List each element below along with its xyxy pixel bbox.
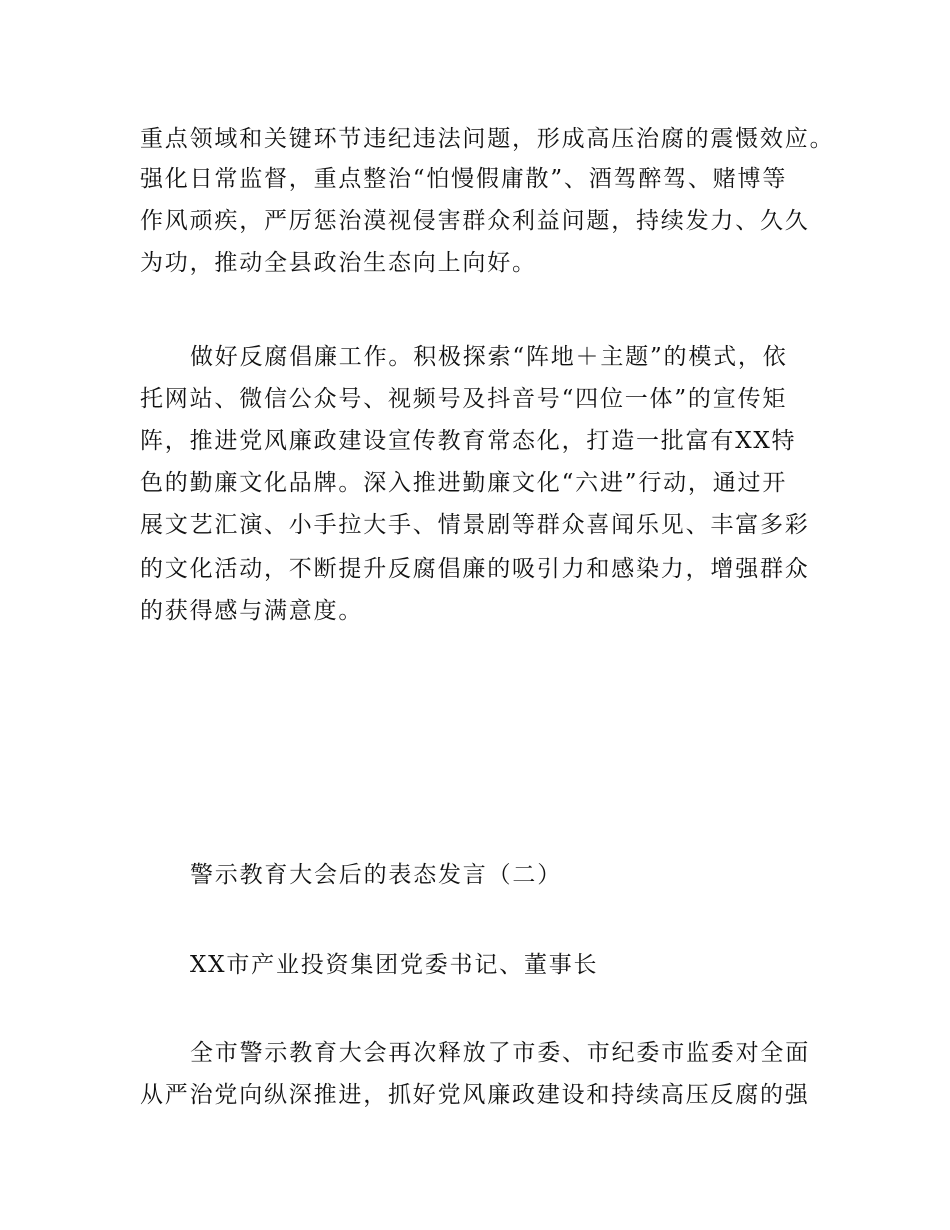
text-line: 强化日常监督，重点整治“怕慢假庸散”、酒驾醉驾、赌博等 bbox=[140, 166, 788, 192]
text-line: 重点领域和关键环节违纪违法问题，形成高压治腐的震慑效应。 bbox=[140, 126, 835, 152]
text-line: 为功，推动全县政治生态向上向好。 bbox=[140, 250, 537, 276]
section-title: 警示教育大会后的表态发言（二） bbox=[190, 862, 562, 888]
text-line: 的文化活动，不断提升反腐倡廉的吸引力和感染力，增强群众 bbox=[140, 556, 810, 582]
text-line: 做好反腐倡廉工作。积极探索“阵地＋主题”的模式，依 bbox=[190, 344, 788, 370]
text-line: 阵，推进党风廉政建设宣传教育常态化，打造一批富有XX特 bbox=[140, 428, 797, 454]
text-line: 全市警示教育大会再次释放了市委、市纪委市监委对全面 bbox=[190, 1040, 810, 1066]
speaker-line: XX市产业投资集团党委书记、董事长 bbox=[190, 952, 599, 978]
text-line: 的获得感与满意度。 bbox=[140, 598, 364, 624]
text-line: 从严治党向纵深推进，抓好党风廉政建设和持续高压反腐的强 bbox=[140, 1082, 810, 1108]
text-line: 色的勤廉文化品牌。深入推进勤廉文化“六进”行动，通过开 bbox=[140, 470, 788, 496]
text-line: 作风顽疾，严厉惩治漠视侵害群众利益问题，持续发力、久久 bbox=[140, 208, 810, 234]
text-line: 展文艺汇演、小手拉大手、情景剧等群众喜闻乐见、丰富多彩 bbox=[140, 512, 810, 538]
text-line: 托网站、微信公众号、视频号及抖音号“四位一体”的宣传矩 bbox=[140, 386, 788, 412]
